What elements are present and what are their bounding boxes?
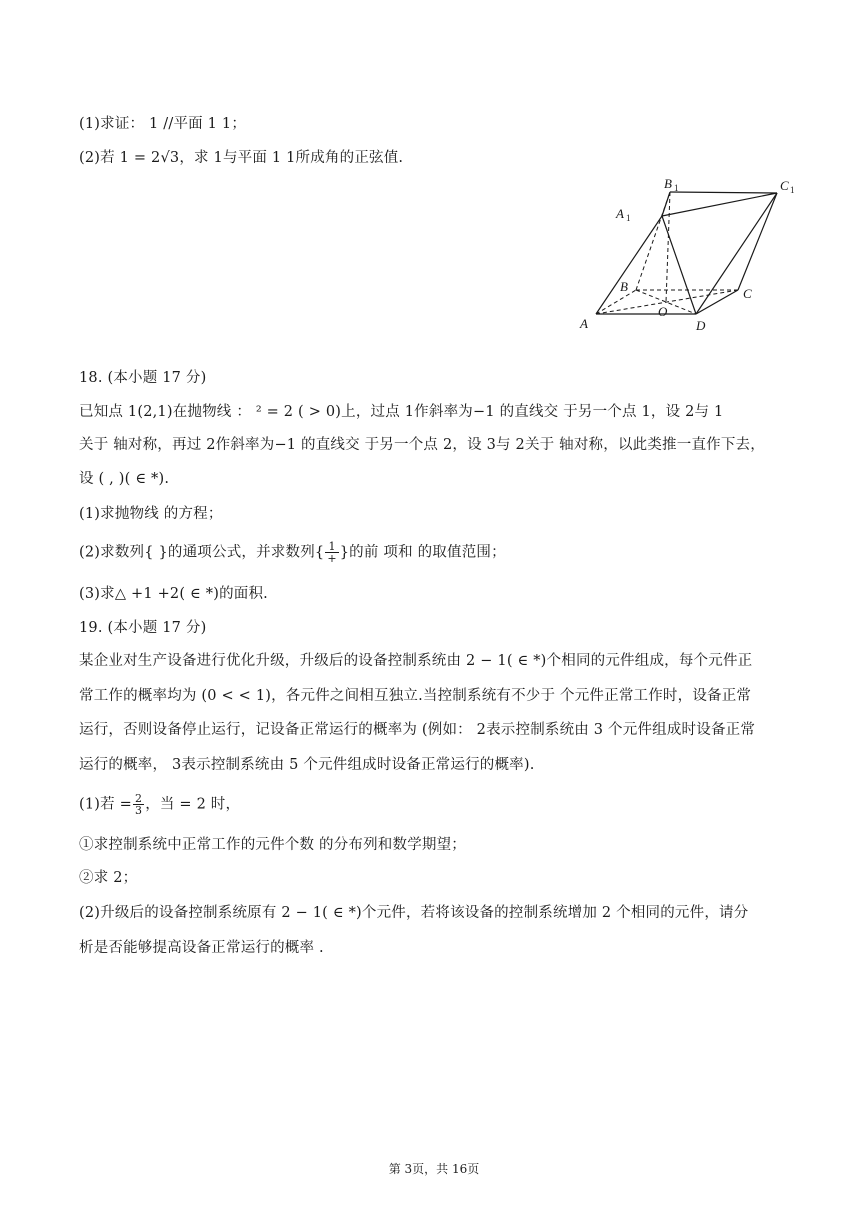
edge-DC1: [696, 193, 777, 314]
q18-header: 18. (本小题 17 分): [79, 370, 207, 386]
q17-part2: (2)若 1 = 2√3，求 1与平面 1 1所成角的正弦值.: [79, 150, 404, 166]
page-footer: 第 3页，共 16页: [388, 1162, 480, 1176]
q19-part1-fraction: $\frac{2}{3}$: [135, 792, 143, 817]
q19-sub1: ①求控制系统中正常工作的元件个数 的分布列和数学期望；: [79, 837, 467, 853]
q18-part2-fraction: $\frac{1}{+}$: [327, 540, 337, 565]
q19-line1: 某企业对生产设备进行优化升级，升级后的设备控制系统由 2 − 1( ∈ *)个相同的元件组成，每个元件正: [79, 653, 753, 669]
label-B: B: [620, 279, 628, 294]
edge-B1C1: [670, 192, 777, 193]
prism-figure: [578, 172, 804, 342]
edge-A1C1: [662, 193, 777, 216]
label-B1: B: [664, 176, 672, 191]
label-A: A: [580, 316, 588, 331]
q19-line2: 常工作的概率均为 (0 < < 1)，各元件之间相互独立.当控制系统有不少于 个元件正常工作时，设备正常: [79, 688, 752, 704]
q18-part1: (1)求抛物线 的方程；: [79, 506, 223, 522]
q19-part1-post: ，当 = 2 时，: [145, 796, 241, 813]
edge-B1O: [666, 192, 670, 302]
edge-AB: [596, 290, 636, 314]
label-C1: C: [780, 178, 789, 193]
q17-part1: (1)求证： 1 //平面 1 1；: [79, 116, 247, 132]
q18-line2: 关于 轴对称，再过 2作斜率为−1 的直线交 于另一个点 2，设 3与 2关于 轴对称，以此类推一直作下去，: [79, 437, 765, 453]
q19-line4: 运行的概率， 3表示控制系统由 5 个元件组成时设备正常运行的概率).: [79, 757, 535, 773]
q19-sub2: ②求 2；: [79, 870, 138, 886]
q18-part2: [79, 541, 506, 564]
label-A1-sub: 1: [626, 213, 631, 223]
edge-AA1: [596, 216, 662, 314]
label-A1: A: [616, 206, 624, 221]
q19-part1-pre: (1)若 =: [79, 796, 132, 813]
label-B1-sub: 1: [674, 183, 679, 193]
q18-part2-post: }的前 项和 的取值范围；: [339, 544, 506, 561]
label-O: O: [658, 304, 668, 319]
q19-header: 19. (本小题 17 分): [79, 620, 207, 636]
q19-part1: [79, 793, 240, 816]
q18-line3: 设 ( , )( ∈ *).: [79, 471, 170, 487]
q19-part2-line1: (2)升级后的设备控制系统原有 2 − 1( ∈ *)个元件，若将该设备的控制系统增加 2 个相同的元件，请分: [79, 905, 749, 921]
label-D: D: [696, 318, 706, 333]
q19-line3: 运行，否则设备停止运行，记设备正常运行的概率为 (例如： 2表示控制系统由 3 个元件组成时设备正常: [79, 722, 756, 738]
q18-part3: (3)求△ +1 +2( ∈ *)的面积.: [79, 586, 268, 602]
q18-line1: 已知点 1(2,1)在抛物线 ： ² = 2 ( > 0)上，过点 1作斜率为−1 的直线交 于另一个点 1，设 2与 1: [79, 404, 724, 420]
q19-part2-line2: 析是否能够提高设备正常运行的概率 .: [79, 940, 324, 956]
q18-part2-pre: (2)求数列{ }的通项公式，并求数列{: [79, 544, 325, 561]
label-C: C: [743, 286, 752, 301]
label-C1-sub: 1: [790, 185, 795, 195]
